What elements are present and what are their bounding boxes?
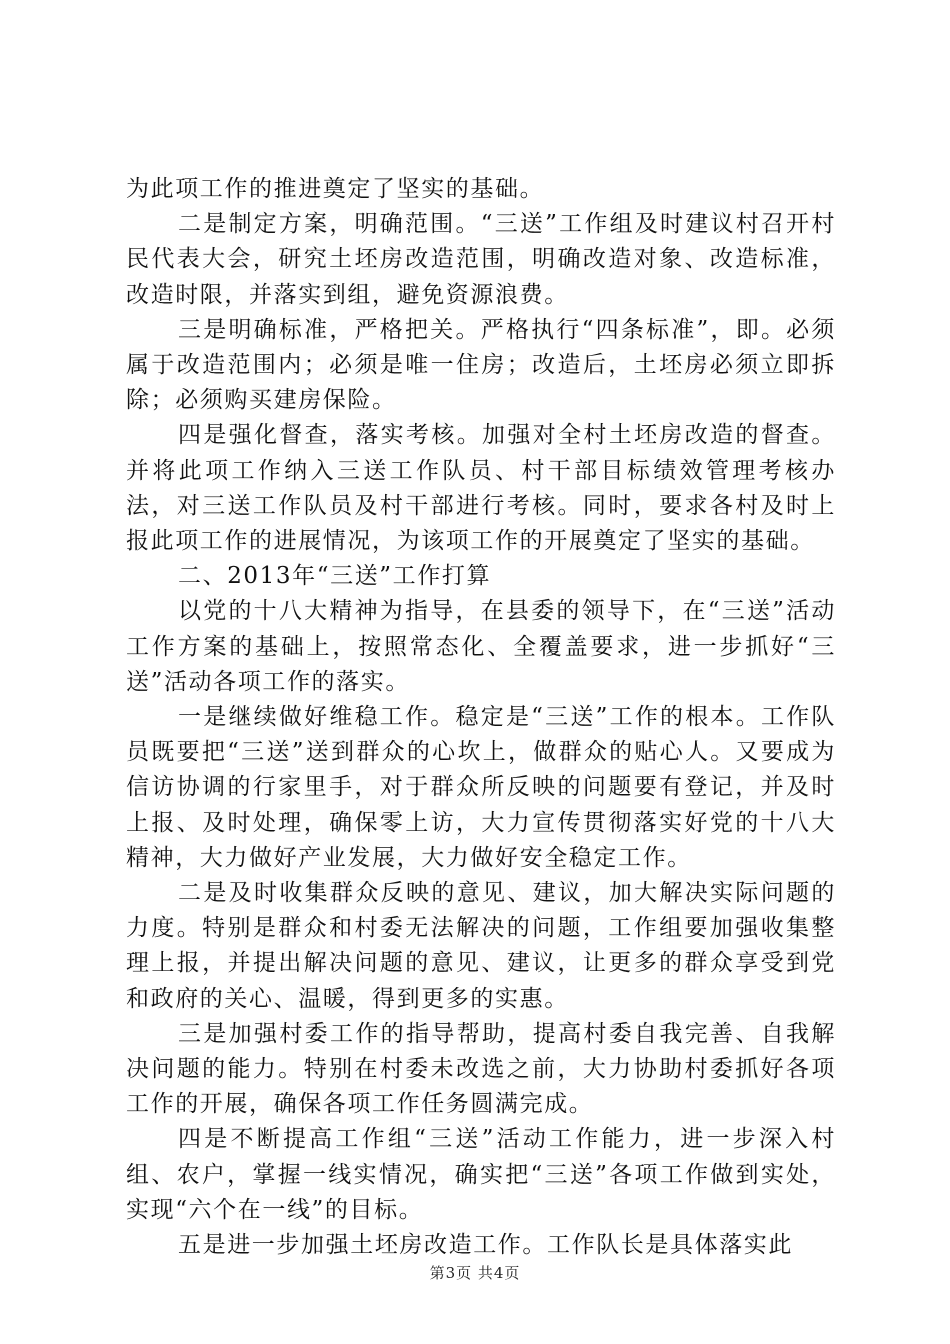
paragraph-feedback: 二是及时收集群众反映的意见、建议，加大解决实际问题的力度。特别是群众和村委无法解决的问题，工作组要加强收集整理上报，并提出解决问题的意见、建议，让更多的群众享受到党和政府的关心、温暖，得到更多的实惠。	[126, 880, 836, 1012]
paragraph-continuation: 为此项工作的推进奠定了坚实的基础。	[126, 176, 545, 202]
paragraph-village-committee: 三是加强村委工作的指导帮助，提高村委自我完善、自我解决问题的能力。特别在村委未改选之前，大力协助村委抓好各项工作的开展，确保各项工作任务圆满完成。	[126, 1020, 836, 1118]
paragraph-plan-scope: 二是制定方案，明确范围。“三送”工作组及时建议村召开村民代表大会，研究土坯房改造范围，明确改造对象、改造标准，改造时限，并落实到组，避免资源浪费。	[126, 211, 836, 308]
section-heading: 二、2013年“三送”工作打算	[178, 563, 492, 590]
paragraph-supervision: 四是强化督查，落实考核。加强对全村土坯房改造的督查。并将此项工作纳入三送工作队员、村干部目标绩效管理考核办法，对三送工作队员及村干部进行考核。同时，要求各村及时上报此项工作的进展情况，为该项工作的开展奠定了坚实的基础。	[126, 422, 836, 555]
paragraph-capability: 四是不断提高工作组“三送”活动工作能力，进一步深入村组、农户，掌握一线实情况，确实把“三送”各项工作做到实处，实现“六个在一线”的目标。	[126, 1126, 836, 1223]
paragraph-standards: 三是明确标准，严格把关。严格执行“四条标准”，即。必须属于改造范围内；必须是唯一住房；改造后，土坯房必须立即拆除；必须购买建房保险。	[126, 316, 836, 414]
document-body	[126, 172, 836, 1263]
page-number-footer: 第3页 共4页	[429, 1264, 521, 1282]
paragraph-guidance: 以党的十八大精神为指导，在县委的领导下，在“三送”活动工作方案的基础上，按照常态化、全覆盖要求，进一步抓好“三送”活动各项工作的落实。	[126, 598, 836, 695]
paragraph-stability: 一是继续做好维稳工作。稳定是“三送”工作的根本。工作队员既要把“三送”送到群众的心坎上，做群众的贴心人。又要成为信访协调的行家里手，对于群众所反映的问题要有登记，并及时上报、及时处理，确保零上访，大力宣传贯彻落实好党的十八大精神，大力做好产业发展，大力做好安全稳定工作。	[126, 704, 836, 871]
paragraph-housing-renovation: 五是进一步加强土坯房改造工作。工作队长是具体落实此	[178, 1232, 793, 1259]
